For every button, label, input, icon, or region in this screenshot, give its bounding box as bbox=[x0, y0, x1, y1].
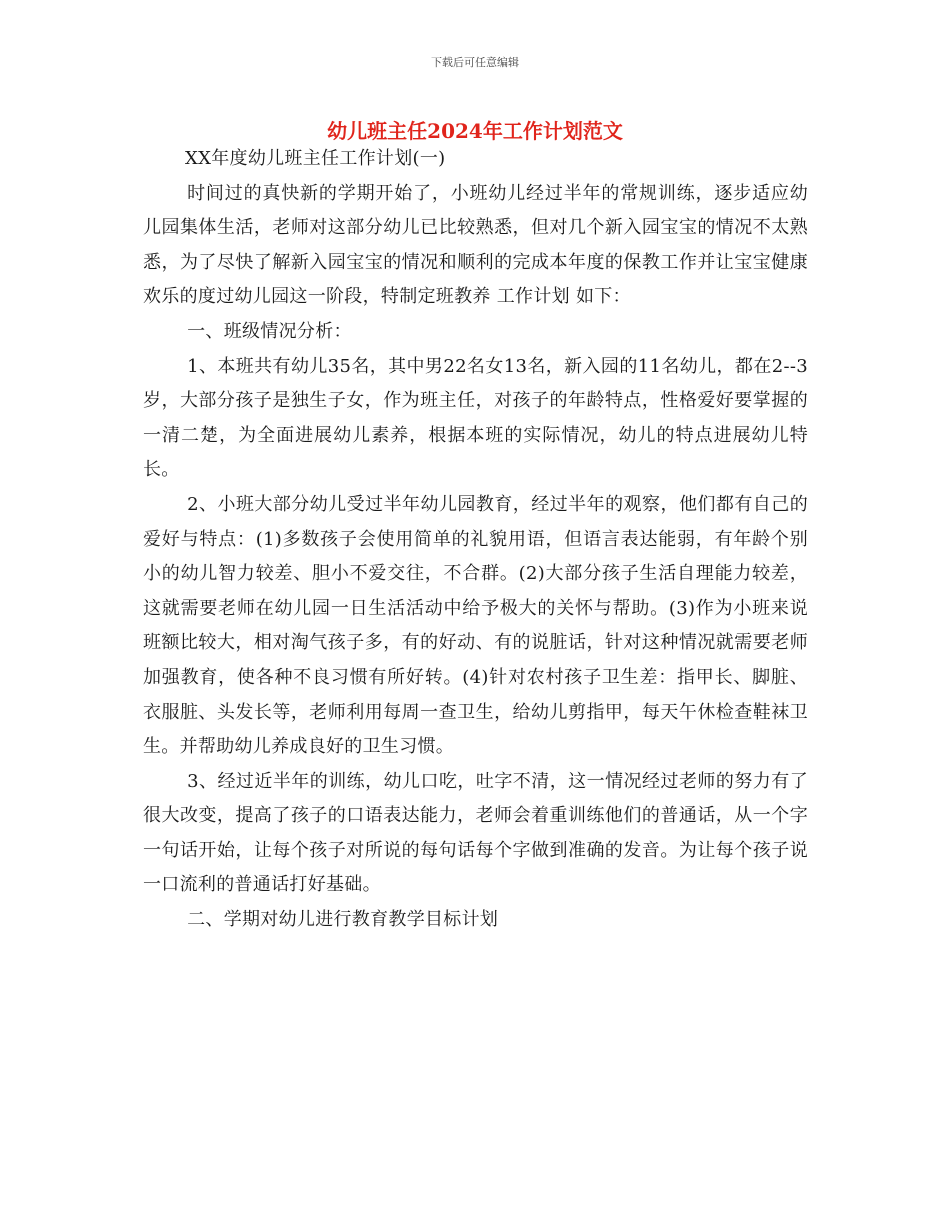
page-header-note: 下载后可任意编辑 bbox=[431, 56, 519, 69]
document-subtitle: XX年度幼儿班主任工作计划(一) bbox=[185, 148, 446, 169]
document-body bbox=[143, 142, 808, 938]
section-heading-teaching-goals: 二、学期对幼儿进行教育教学目标计划 bbox=[187, 909, 499, 931]
section-heading-class-analysis: 一、班级情况分析： bbox=[187, 320, 352, 342]
paragraph-item-1: 1、本班共有幼儿35名，其中男22名女13名，新入园的11名幼儿，都在2--3岁，大部分孩子是独生子女，作为班主任，对孩子的年龄特点，性格爱好要掌握的一清二楚，为全面进展幼儿素养，根据本班的实际情况，幼儿的特点进展幼儿特长。 bbox=[143, 355, 808, 481]
paragraph-item-2: 2、小班大部分幼儿受过半年幼儿园教育，经过半年的观察，他们都有自己的爱好与特点：(1)多数孩子会使用简单的礼貌用语，但语言表达能弱，有年龄个别小的幼儿智力较差、胆小不爱交往，不合群。(2)大部分孩子生活自理能力较差，这就需要老师在幼儿园一日生活活动中给予极大的关怀与帮助。(3)作为小班来说班额比较大，相对淘气孩子多，有的好动、有的说脏话，针对这种情况就需要老师加强教育，使各种不良习惯有所好转。(4)针对农村孩子卫生差：指甲长、脚脏、衣服脏、头发长等，老师利用每周一查卫生，给幼儿剪指甲，每天午休检查鞋袜卫生。并帮助幼儿养成良好的卫生习惯。 bbox=[143, 493, 808, 758]
document-title: 幼儿班主任2024年工作计划范文 bbox=[327, 119, 623, 143]
paragraph-item-3: 3、经过近半年的训练，幼儿口吃，吐字不清，这一情况经过老师的努力有了很大改变，提高了孩子的口语表达能力，老师会着重训练他们的普通话，从一个字一句话开始，让每个孩子对所说的每句话每个字做到准确的发音。为让每个孩子说一口流利的普通话打好基础。 bbox=[143, 770, 808, 896]
paragraph-intro: 时间过的真快新的学期开始了，小班幼儿经过半年的常规训练，逐步适应幼儿园集体生活，老师对这部分幼儿已比较熟悉，但对几个新入园宝宝的情况不太熟悉，为了尽快了解新入园宝宝的情况和顺利的完成本年度的保教工作并让宝宝健康欢乐的度过幼儿园这一阶段，特制定班教养 工作计划 如下： bbox=[143, 182, 808, 308]
